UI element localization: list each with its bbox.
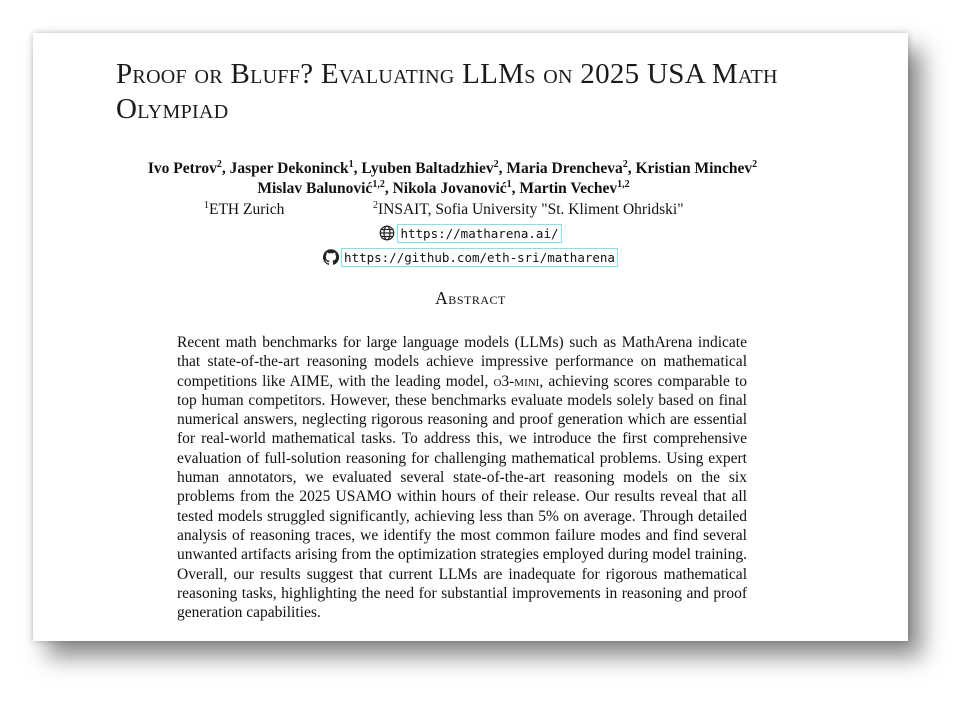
affiliation: $^2$INSAIT, Sofia University "St. Kliment Ohridski" (373, 200, 684, 219)
author: Lyuben Baltadzhiev$^2$ (361, 159, 499, 178)
author: Martin Vechev$^{1,2}$ (519, 179, 630, 198)
author-line-1: Ivo Petrov$^2$, Jasper Dekoninck$^1$, Lyuben Baltadzhiev$^2$, Maria Drencheva$^2$, Kristian Minchev$^2$ (147, 159, 758, 178)
github-icon (323, 249, 339, 268)
globe-icon (379, 225, 395, 244)
author-line-2: Mislav Balunović$^{1,2}$, Nikola Jovanović$^1$, Martin Vechev$^{1,2}$ (257, 179, 630, 198)
abstract-heading: Abstract (435, 288, 506, 308)
author: Jasper Dekoninck$^1$ (229, 159, 354, 178)
github-link-row (33, 248, 908, 268)
affiliation: $^1$ETH Zurich (204, 200, 285, 219)
author: Ivo Petrov$^2$ (147, 159, 222, 178)
paper-title: Proof or Bluff? Evaluating LLMs on 2025 USA Math Olympiad (116, 58, 778, 125)
github-link[interactable]: https://github.com/eth-sri/matharena (341, 248, 618, 267)
website-link-row (33, 224, 908, 244)
author: Nikola Jovanović$^1$ (392, 179, 512, 198)
author: Kristian Minchev$^2$ (635, 159, 758, 178)
model-name: o3-mini (493, 372, 540, 390)
paper-page (33, 33, 908, 641)
author: Maria Drencheva$^2$ (506, 159, 628, 178)
author: Mislav Balunović$^{1,2}$ (257, 179, 385, 198)
abstract-body: Recent math benchmarks for large language models (LLMs) such as MathArena indicate that state-of-the-art reasoning models achieve impressive performance on mathematical competitions like AIME, with the leading model, o3-mini, achieving scores comparable to top human competitors. However, these benchmarks evaluate models solely based on final numerical answers, neglecting rigorous reasoning and proof generation which are essential for real-world mathematical tasks. To address this, we introduce the first comprehensive evaluation of full-solution reasoning for challenging mathematical problems. Using expert human annotators, we evaluated several state-of-the-art reasoning models on the six problems from the 2025 USAMO within hours of their release. Our results reveal that all tested models struggled significantly, achieving less than 5% on average. Through detailed analysis of reasoning traces, we identify the most common failure modes and find several unwanted artifacts arising from the optimization strategies employed during model training. Overall, our results suggest that current LLMs are inadequate for rigorous mathematical reasoning tasks, highlighting the need for substantial improvements in reasoning and proof generation capabilities. (177, 334, 747, 622)
website-link[interactable]: https://matharena.ai/ (397, 224, 561, 243)
